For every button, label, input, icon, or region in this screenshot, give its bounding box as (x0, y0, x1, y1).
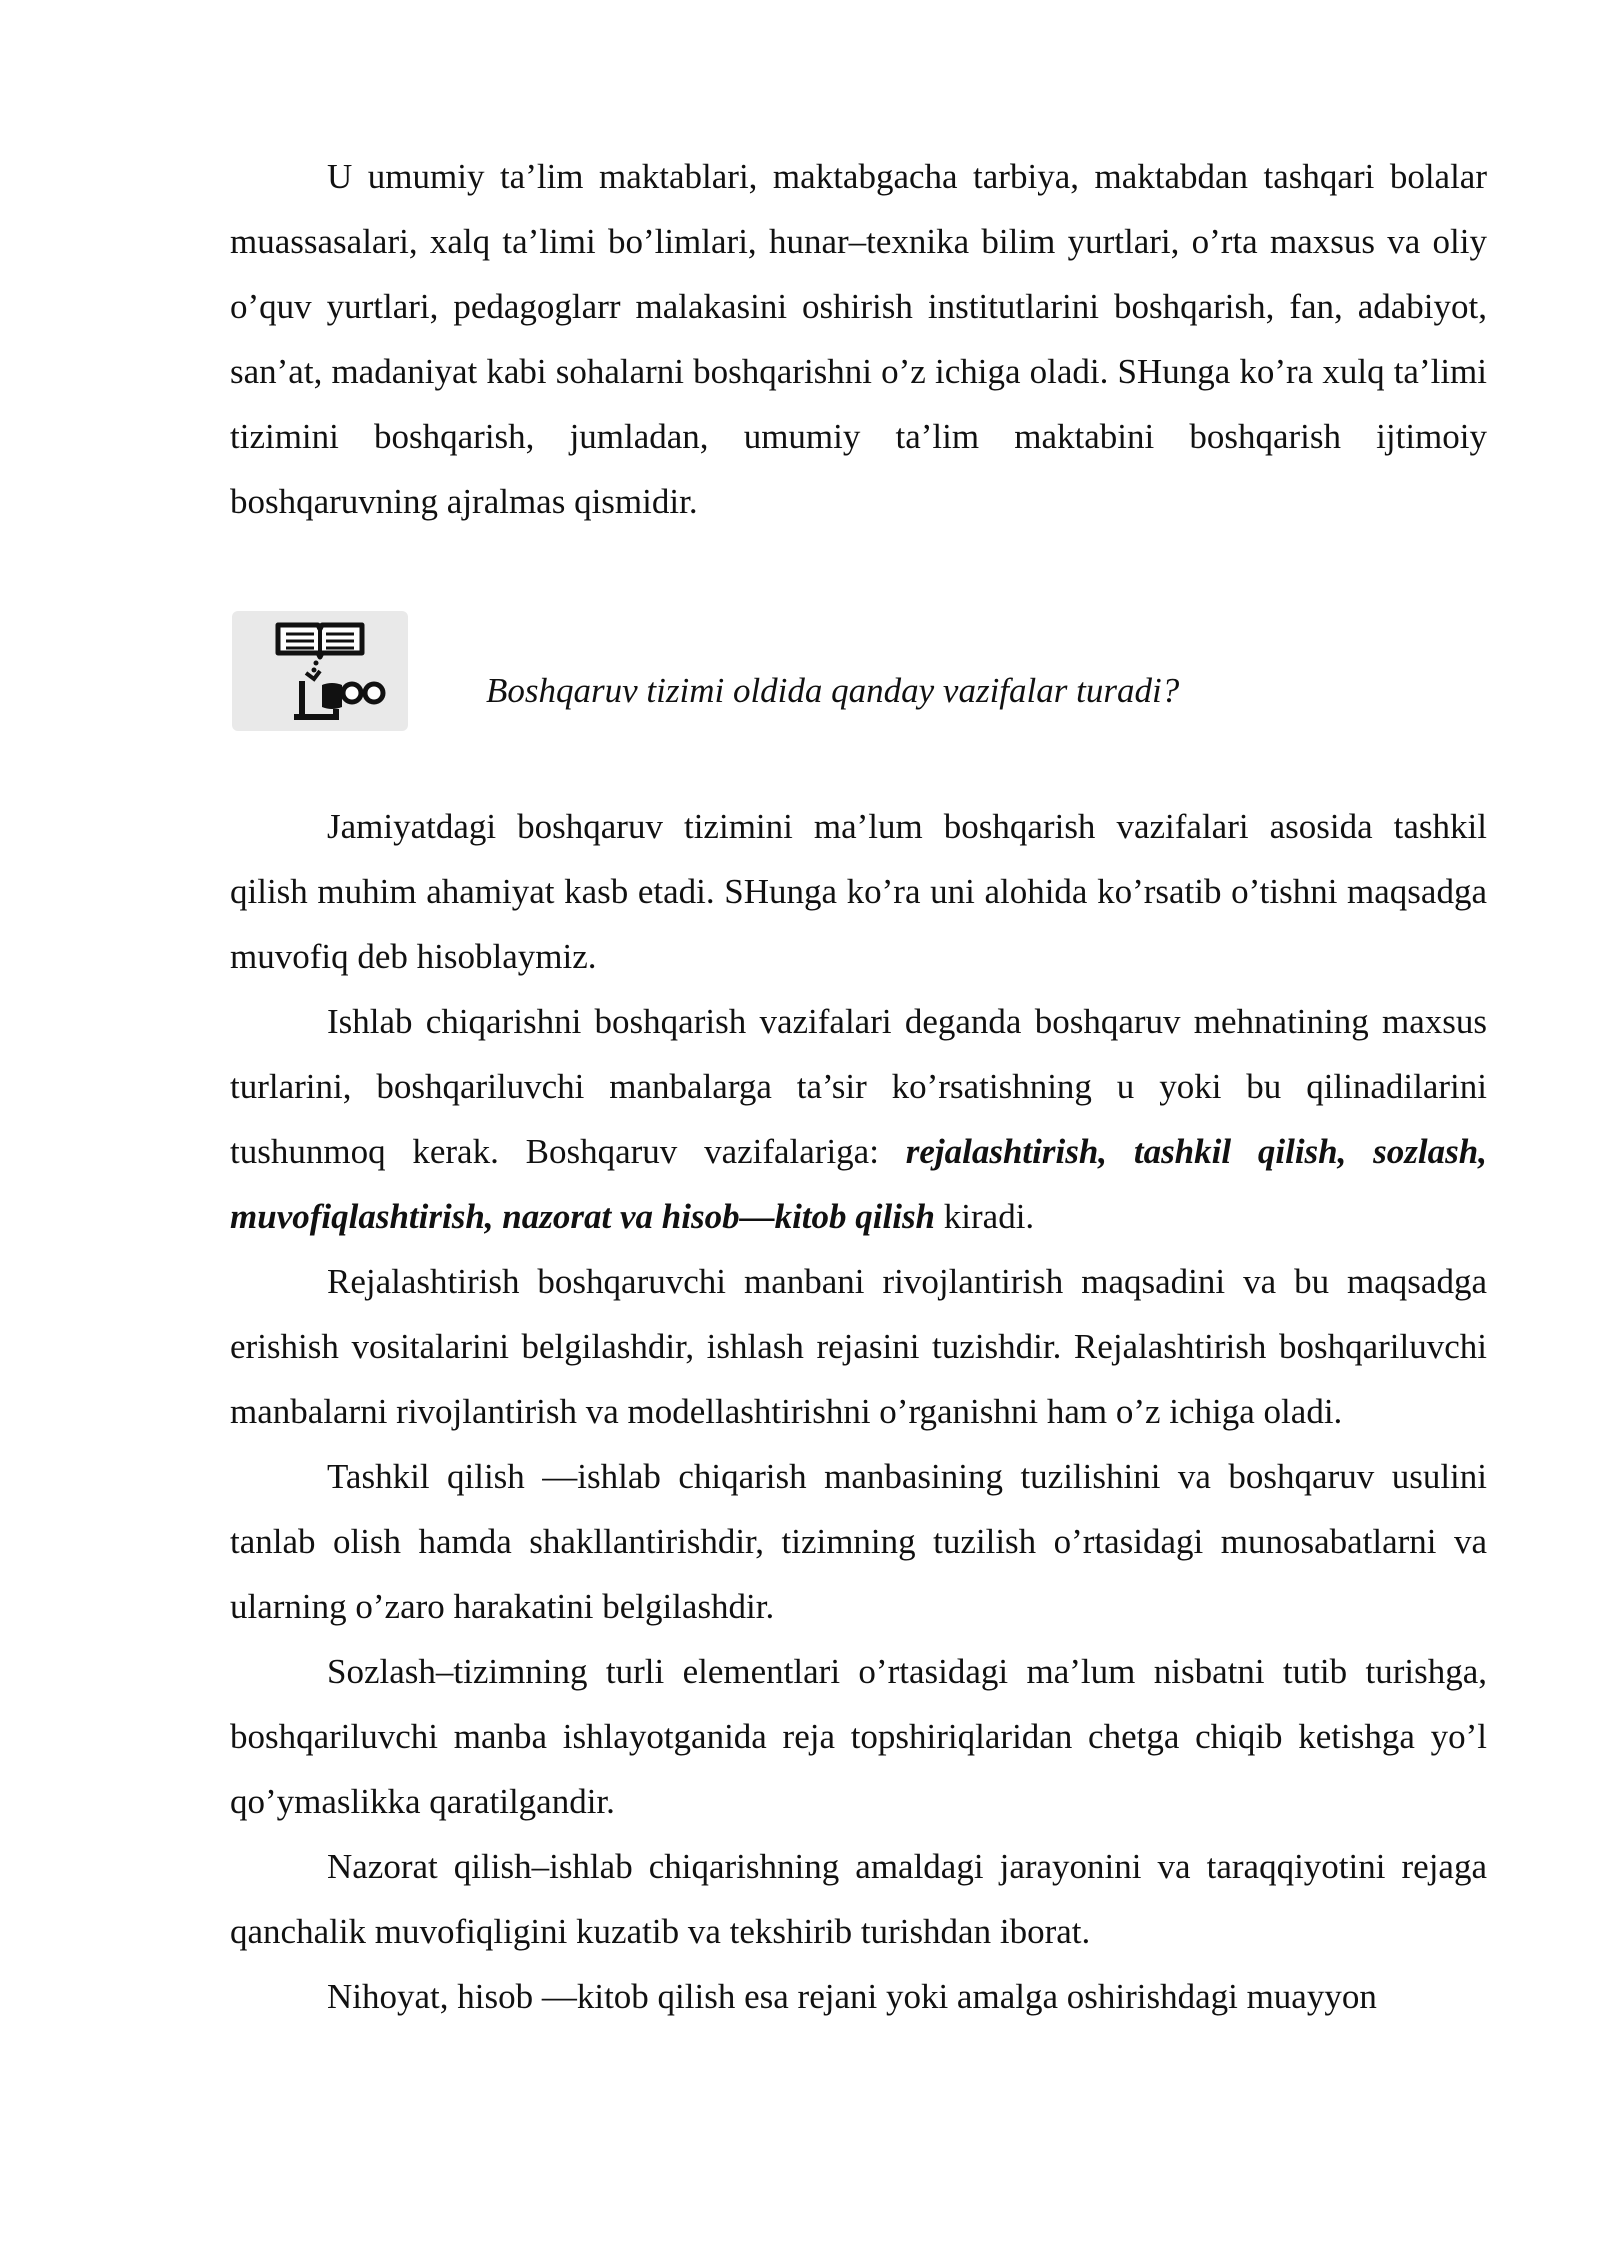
question-heading: Boshqaruv tizimi oldida qanday vazifalar turadi? (486, 671, 1180, 710)
body-text-block (230, 794, 1487, 2029)
paragraph-1: U umumiy ta’lim maktablari, maktabgacha tarbiya, maktabdan tashqari bolalar muassasalari, xalq ta’limi bo’limlari, hunar–texnika bilim yurtlari, o’rta maxsus va oliy o’quv yurtlari, pedagoglarr malakasini oshirish institutlarini boshqarish, fan, adabiyot, san’at, madaniyat kabi sohalarni boshqarishni o’z ichiga oladi. SHunga ko’ra xulq ta’limi tizimini boshqarish, jumladan, umumiy ta’lim maktabini boshqarish ijtimoiy boshqaruvning ajralmas qismidir. (230, 157, 1487, 521)
paragraph-2: Jamiyatdagi boshqaruv tizimini ma’lum boshqarish vazifalari asosida tashkil qilish muhim ahamiyat kasb etadi. SHunga ko’ra uni alohida ko’rsatib o’tishni maqsadga muvofiq deb hisoblaymiz. (230, 807, 1487, 976)
paragraph-5: Tashkil qilish —ishlab chiqarish manbasining tuzilishini va boshqaruv usulini tanlab olish hamda shakllantirishdir, tizimning tuzilish o’rtasidagi munosabatlarni va ularning o’zaro harakatini belgilashdir. (230, 1457, 1487, 1626)
paragraph-3 (230, 989, 1487, 1249)
book-reader-icon (232, 611, 408, 731)
paragraph-6: Sozlash–tizimning turli elementlari o’rtasidagi ma’lum nisbatni tutib turishga, boshqariluvchi manba ishlayotganida reja topshiriqlaridan chetga chiqib ketishga yo’l qo’ymaslikka qaratilgandir. (230, 1652, 1487, 1821)
paragraph-8: Nihoyat, hisob —kitob qilish esa rejani yoki amalga oshirishdagi muayyon (327, 1977, 1377, 2016)
question-callout (230, 605, 1487, 735)
paragraph-3-lead: Ishlab chiqarishni boshqarish vazifalari deganda boshqaruv mehnatining maxsus turlarini, boshqariluvchi manbalarga ta’sir ko’rsatishning u yoki bu qilinadilarini tushunmoq kerak. Boshqaruv vazifalariga: (230, 1002, 1487, 1171)
paragraph-3-tail: kiradi. (935, 1197, 1035, 1236)
paragraph-7: Nazorat qilish–ishlab chiqarishning amaldagi jarayonini va taraqqiyotini rejaga qanchalik muvofiqligini kuzatib va tekshirib turishdan iborat. (230, 1847, 1487, 1951)
management-functions-list: rejalashtirish, tashkil qilish, sozlash, muvofiqlashtirish, nazorat va hisob—kitob qilish (230, 1132, 1487, 1236)
paragraph-4: Rejalashtirish boshqaruvchi manbani rivojlantirish maqsadini va bu maqsadga erishish vositalarini belgilashdir, ishlash rejasini tuzishdir. Rejalashtirish boshqariluvchi manbalarni rivojlantirish va modellashtirishni o’rganishni ham o’z ichiga oladi. (230, 1262, 1487, 1431)
intro-text-block (230, 144, 1487, 534)
